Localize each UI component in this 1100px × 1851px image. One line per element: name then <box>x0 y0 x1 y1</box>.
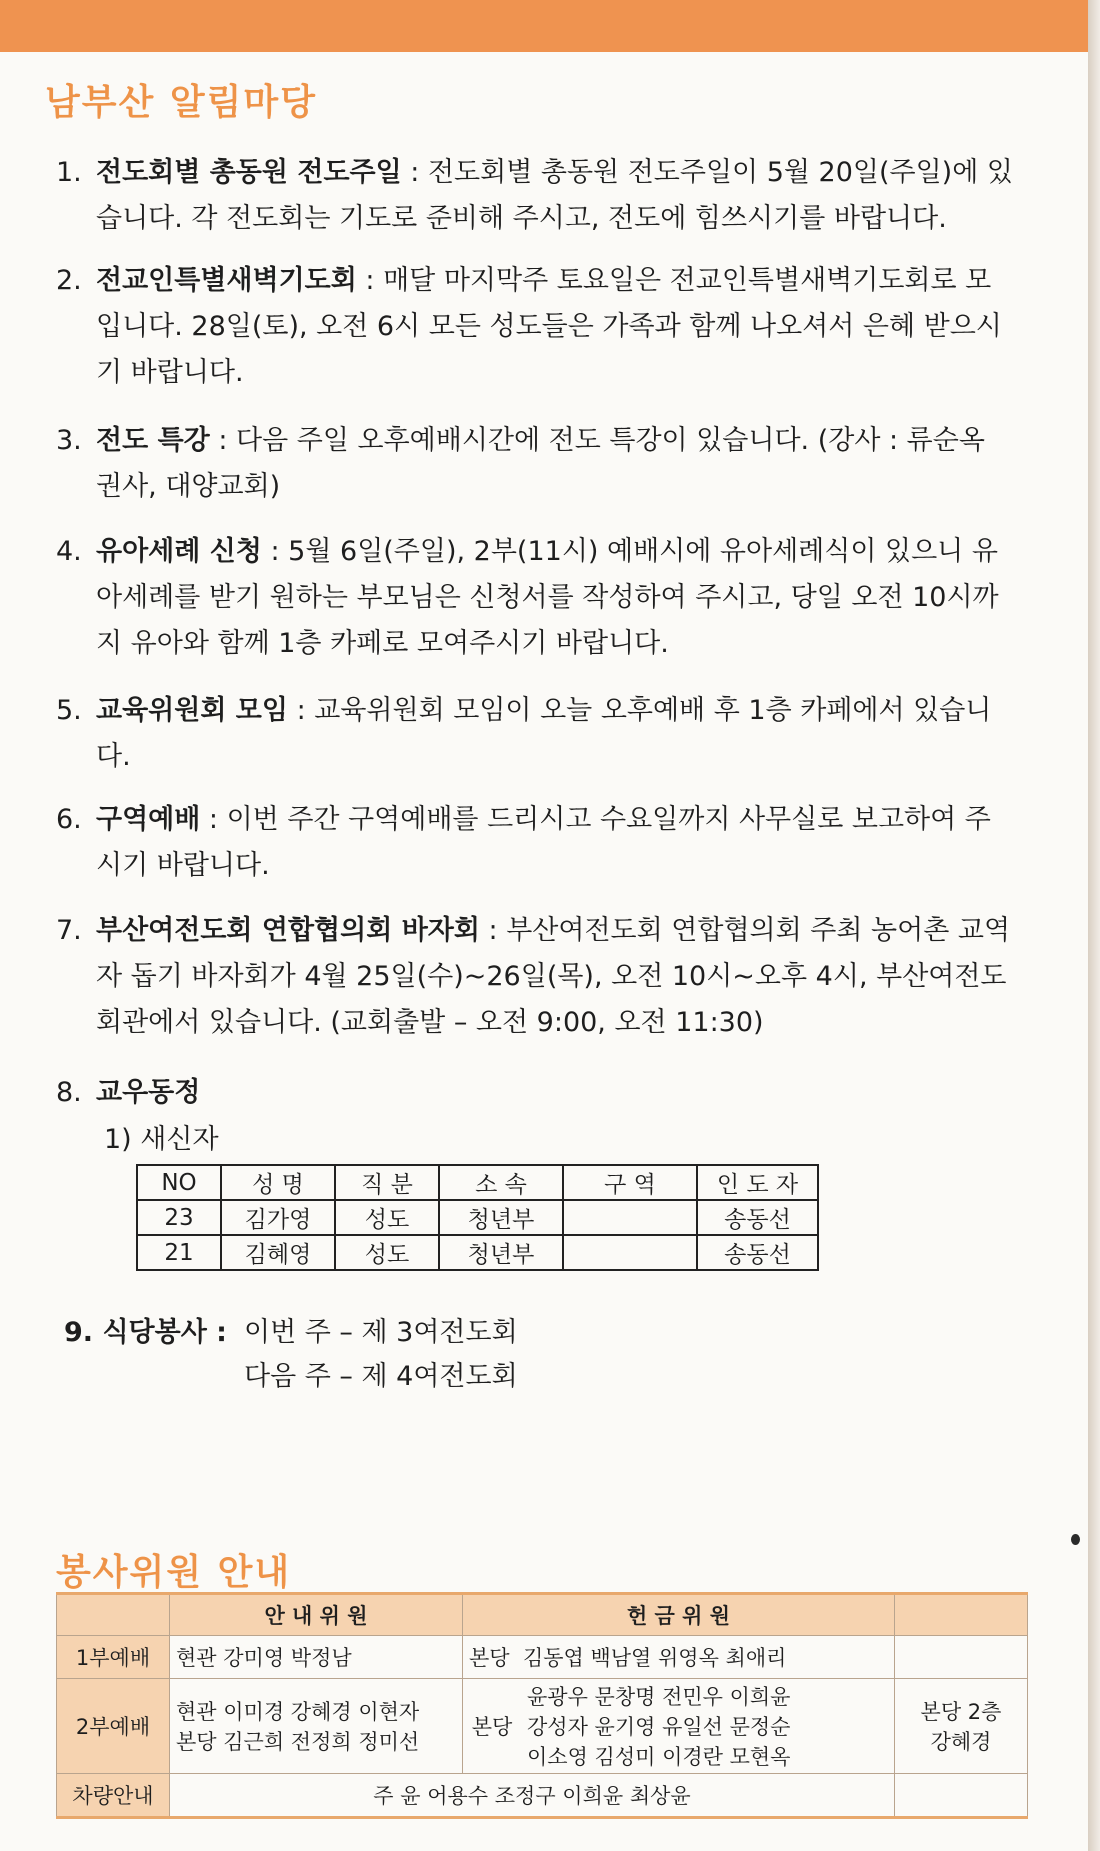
notice-item-3 <box>56 418 1016 510</box>
item-heading: 유아세례 신청 <box>96 536 262 567</box>
offering-name-list: 김동엽 백남열 위영옥 최애리 <box>522 1646 787 1670</box>
item-number: 3. <box>56 425 82 456</box>
table-cell <box>895 1636 1028 1679</box>
item-text: : 부산여전도회 연합협의회 주최 농어촌 교역자 돕기 바자회가 4월 25일(수)~26일(목), 오전 10시~오후 4시, 부산여전도회관에서 있습니다. (교회출발 – 오전 9:00, 오전 11:30) <box>96 915 1011 1038</box>
service-name: 1부예배 <box>57 1636 170 1679</box>
meal-this-week: 이번 주 – 제 3여전도회 <box>244 1317 518 1348</box>
service-name: 차량안내 <box>57 1774 170 1818</box>
item-heading: 교육위원회 모임 <box>96 695 288 726</box>
table-cell: 청년부 <box>439 1200 563 1235</box>
meal-next-week: 다음 주 – 제 4여전도회 <box>244 1361 518 1392</box>
table-cell: 청년부 <box>439 1235 563 1270</box>
ink-mark <box>1071 1534 1080 1545</box>
table-cell: 성도 <box>335 1235 439 1270</box>
table-row <box>57 1774 1028 1818</box>
table-cell <box>563 1200 697 1235</box>
extra-location: 본당 2층 <box>920 1700 1002 1724</box>
top-color-band <box>0 0 1088 52</box>
item-heading: 전도 특강 <box>96 425 210 456</box>
column-header: 소 속 <box>439 1165 563 1200</box>
notice-item-8 <box>56 1070 1016 1116</box>
notice-section-title: 남부산 알림마당 <box>45 82 317 123</box>
table-cell: 성도 <box>335 1200 439 1235</box>
table-cell <box>563 1235 697 1270</box>
item-text: : 이번 주간 구역예배를 드리시고 수요일까지 사무실로 보고하여 주시기 바랍니다. <box>96 804 991 881</box>
guide-line: 본당 김근희 전정희 정미선 <box>176 1730 420 1754</box>
extra-name: 강혜경 <box>930 1730 992 1754</box>
item-text: : 다음 주일 오후예배시간에 전도 특강이 있습니다. (강사 : 류순옥 권사, 대양교회) <box>96 425 985 502</box>
table-row <box>57 1679 1028 1774</box>
extra-offering <box>895 1679 1028 1774</box>
table-header-row <box>57 1594 1028 1636</box>
notice-item-2 <box>56 258 1016 396</box>
item-number: 6. <box>56 804 82 835</box>
newcomer-label: 1) 새신자 <box>104 1124 219 1155</box>
column-header: 성 명 <box>221 1165 335 1200</box>
item-text: : 5월 6일(주일), 2부(11시) 예배시에 유아세례식이 있으니 유아세례를 받기 원하는 부모님은 신청서를 작성하여 주시고, 당일 오전 10시까지 유아와 함께 1층 카페로 모여주시기 바랍니다. <box>96 536 999 659</box>
column-header <box>57 1594 170 1636</box>
item-number: 8. <box>56 1077 82 1108</box>
offering-location: 본당 <box>469 1646 510 1670</box>
newcomer-table <box>136 1164 819 1271</box>
table-cell: 송동선 <box>697 1200 818 1235</box>
item-heading: 부산여전도회 연합협의회 바자회 <box>96 915 480 946</box>
column-header: 직 분 <box>335 1165 439 1200</box>
notice-item-6 <box>56 797 1016 889</box>
column-header: 인 도 자 <box>697 1165 818 1200</box>
offering-line: 이소영 김성미 이경란 모현옥 <box>527 1745 791 1769</box>
column-header: 헌 금 위 원 <box>463 1594 895 1636</box>
vehicle-names: 주 윤 어용수 조정구 이희윤 최상윤 <box>170 1774 895 1818</box>
offering-line: 강성자 윤기영 유일선 문정순 <box>527 1715 791 1739</box>
item-number: 5. <box>56 695 82 726</box>
item-heading: 전도회별 총동원 전도주일 <box>96 157 402 188</box>
item-text: : 전도회별 총동원 전도주일이 5월 20일(주일)에 있습니다. 각 전도회는 기도로 준비해 주시고, 전도에 힘쓰시기를 바랍니다. <box>96 157 1013 234</box>
notice-item-4 <box>56 529 1016 667</box>
meal-service-label: 9. 식당봉사 : <box>64 1317 227 1348</box>
item-text: : 매달 마지막주 토요일은 전교인특별새벽기도회로 모입니다. 28일(토), 오전 6시 모든 성도들은 가족과 함께 나오셔서 은혜 받으시기 바랍니다. <box>96 265 1002 388</box>
guide-names: 현관 강미영 박정남 <box>170 1636 463 1679</box>
table-row <box>137 1200 818 1235</box>
offering-location: 본당 <box>463 1679 522 1774</box>
item-heading: 교우동정 <box>96 1077 201 1108</box>
column-header: 안 내 위 원 <box>170 1594 463 1636</box>
item-number: 2. <box>56 265 82 296</box>
offering-names <box>521 1679 895 1774</box>
column-header <box>895 1594 1028 1636</box>
service-name: 2부예배 <box>57 1679 170 1774</box>
page-edge-strip <box>1088 0 1100 1851</box>
guide-names <box>170 1679 463 1774</box>
table-cell: 23 <box>137 1200 221 1235</box>
item-heading: 구역예배 <box>96 804 201 835</box>
volunteer-table <box>56 1592 1028 1819</box>
table-cell: 김가영 <box>221 1200 335 1235</box>
guide-line: 현관 이미경 강혜경 이현자 <box>176 1700 420 1724</box>
item-heading: 전교인특별새벽기도회 <box>96 265 357 296</box>
table-header-row <box>137 1165 818 1200</box>
table-cell: 송동선 <box>697 1235 818 1270</box>
volunteer-section-title: 봉사위원 안내 <box>56 1552 292 1593</box>
table-row <box>137 1235 818 1270</box>
item-text: : 교육위원회 모임이 오늘 오후예배 후 1층 카페에서 있습니다. <box>96 695 992 772</box>
table-cell: 김혜영 <box>221 1235 335 1270</box>
item-number: 1. <box>56 157 82 188</box>
item-number: 4. <box>56 536 82 567</box>
item-number: 7. <box>56 915 82 946</box>
table-cell <box>895 1774 1028 1818</box>
notice-item-7 <box>56 908 1016 1046</box>
table-row <box>57 1636 1028 1679</box>
table-cell: 21 <box>137 1235 221 1270</box>
offering-line: 윤광우 문창명 전민우 이희윤 <box>527 1685 791 1709</box>
notice-item-1 <box>56 150 1016 242</box>
column-header: NO <box>137 1165 221 1200</box>
offering-names <box>463 1636 895 1679</box>
column-header: 구 역 <box>563 1165 697 1200</box>
notice-item-5 <box>56 688 1016 780</box>
